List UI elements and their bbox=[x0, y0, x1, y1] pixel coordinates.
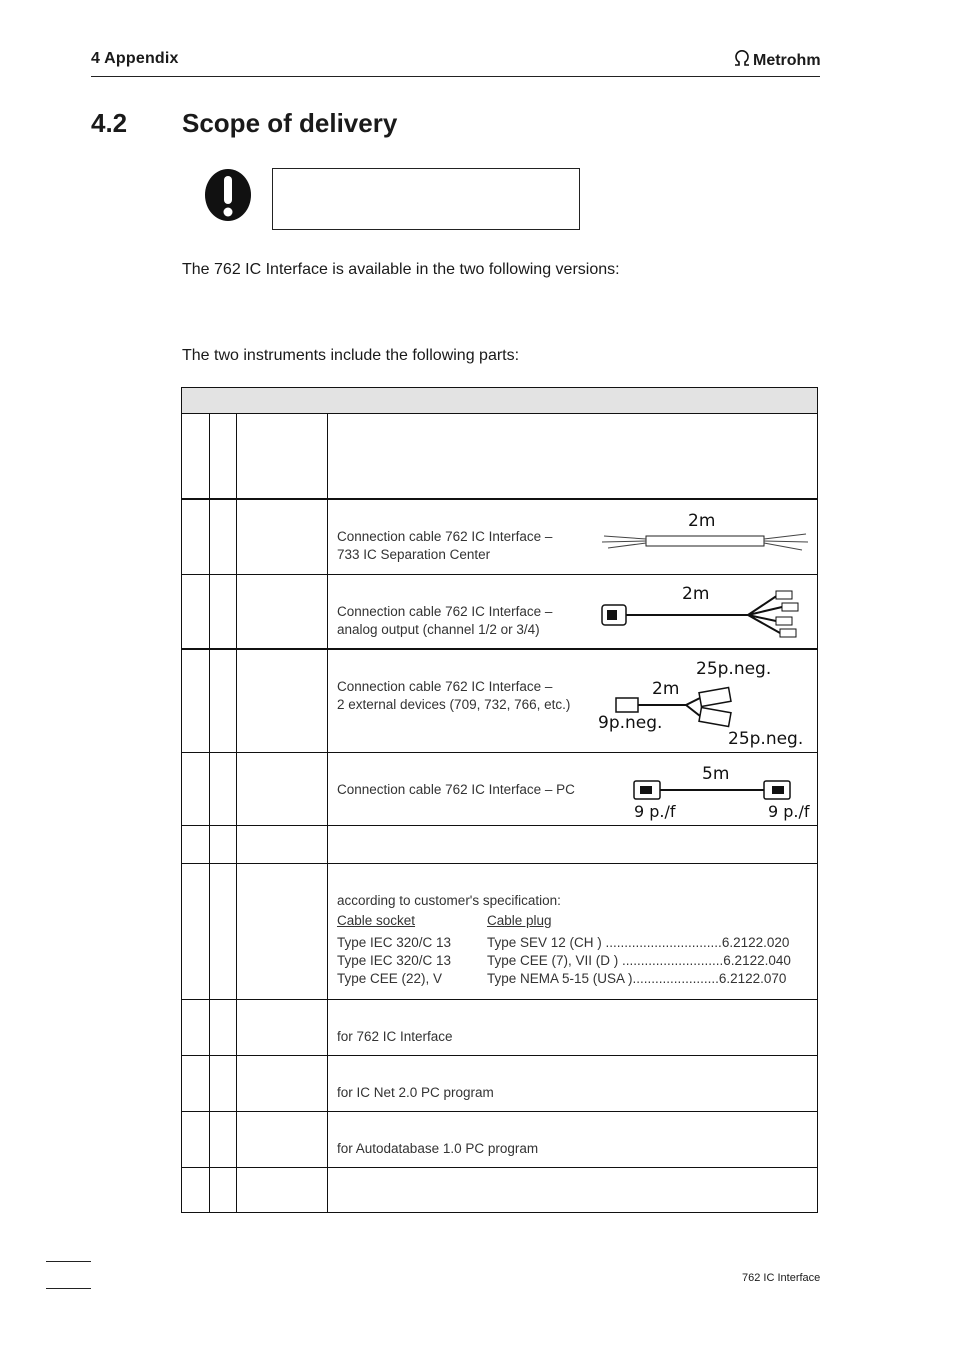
cable-length-label: 2m bbox=[688, 511, 716, 531]
table-row bbox=[182, 863, 817, 999]
connector-label: 9 p./f bbox=[768, 802, 810, 821]
connector-label: 25p.neg. bbox=[728, 729, 804, 749]
list-item: Type IEC 320/C 13 Type CEE (7), VII (D ) ...........................6.2122.040 bbox=[337, 953, 791, 968]
section-number: 4.2 bbox=[91, 108, 128, 138]
footer-rule bbox=[46, 1261, 91, 1262]
parts-table bbox=[181, 387, 818, 1213]
cable-analog-image bbox=[598, 579, 812, 645]
row-description: Connection cable 762 IC Interface – 733 IC Separation Center bbox=[337, 529, 553, 562]
row-description: Connection cable 762 IC Interface – analog output (channel 1/2 or 3/4) bbox=[337, 604, 553, 637]
connector-label: 9p.neg. bbox=[598, 713, 663, 733]
column-plug-header: Cable plug bbox=[487, 913, 552, 928]
cable-pc-image bbox=[628, 759, 814, 821]
table-row bbox=[182, 752, 817, 825]
cable-length-label: 2m bbox=[652, 679, 680, 699]
row-description: for IC Net 2.0 PC program bbox=[337, 1085, 494, 1100]
header-section-label: 4 Appendix bbox=[91, 50, 179, 67]
column-socket-header: Cable socket bbox=[337, 913, 416, 928]
table-row bbox=[182, 498, 817, 574]
brand-name: Metrohm bbox=[753, 51, 821, 69]
table-row bbox=[182, 1055, 817, 1111]
power-intro: according to customer's specification: bbox=[337, 893, 561, 908]
connector-label: 9 p./f bbox=[634, 802, 676, 821]
table-row bbox=[182, 574, 817, 648]
list-item: Type CEE (22), V Type NEMA 5-15 (USA ).......................6.2122.070 bbox=[337, 971, 787, 986]
intro-text: The 762 IC Interface is available in the two following versions: bbox=[182, 261, 620, 278]
exclamation-icon bbox=[204, 168, 252, 222]
row-description: for 762 IC Interface bbox=[337, 1029, 453, 1044]
table-row bbox=[182, 999, 817, 1055]
parts-intro-text: The two instruments include the following parts: bbox=[182, 347, 520, 364]
brand-logo bbox=[733, 50, 821, 71]
connector-label: 25p.neg. bbox=[696, 659, 772, 679]
list-item: Type IEC 320/C 13 Type SEV 12 (CH ) ...............................6.2122.020 bbox=[337, 935, 790, 950]
header-rule bbox=[91, 76, 820, 77]
row-description: Connection cable 762 IC Interface – PC bbox=[337, 782, 575, 797]
cable-length-label: 2m bbox=[682, 584, 710, 604]
footer-product: 762 IC Interface bbox=[742, 1272, 821, 1284]
table-row bbox=[182, 1167, 817, 1213]
section-title: Scope of delivery bbox=[182, 108, 398, 138]
notice-box bbox=[272, 168, 580, 230]
cable-733-image bbox=[600, 504, 810, 564]
row-description: Connection cable 762 IC Interface – 2 external devices (709, 732, 766, etc.) bbox=[337, 679, 571, 712]
row-description: for Autodatabase 1.0 PC program bbox=[337, 1141, 539, 1156]
table-header-row bbox=[182, 388, 817, 413]
cable-external-image bbox=[596, 652, 814, 752]
table-row bbox=[182, 648, 817, 752]
cable-length-label: 5m bbox=[702, 764, 730, 784]
table-row bbox=[182, 1111, 817, 1167]
power-cable-list bbox=[337, 912, 807, 988]
table-row bbox=[182, 825, 817, 863]
footer-rule bbox=[46, 1288, 91, 1289]
table-row bbox=[182, 413, 817, 498]
omega-logo-icon bbox=[733, 50, 751, 71]
